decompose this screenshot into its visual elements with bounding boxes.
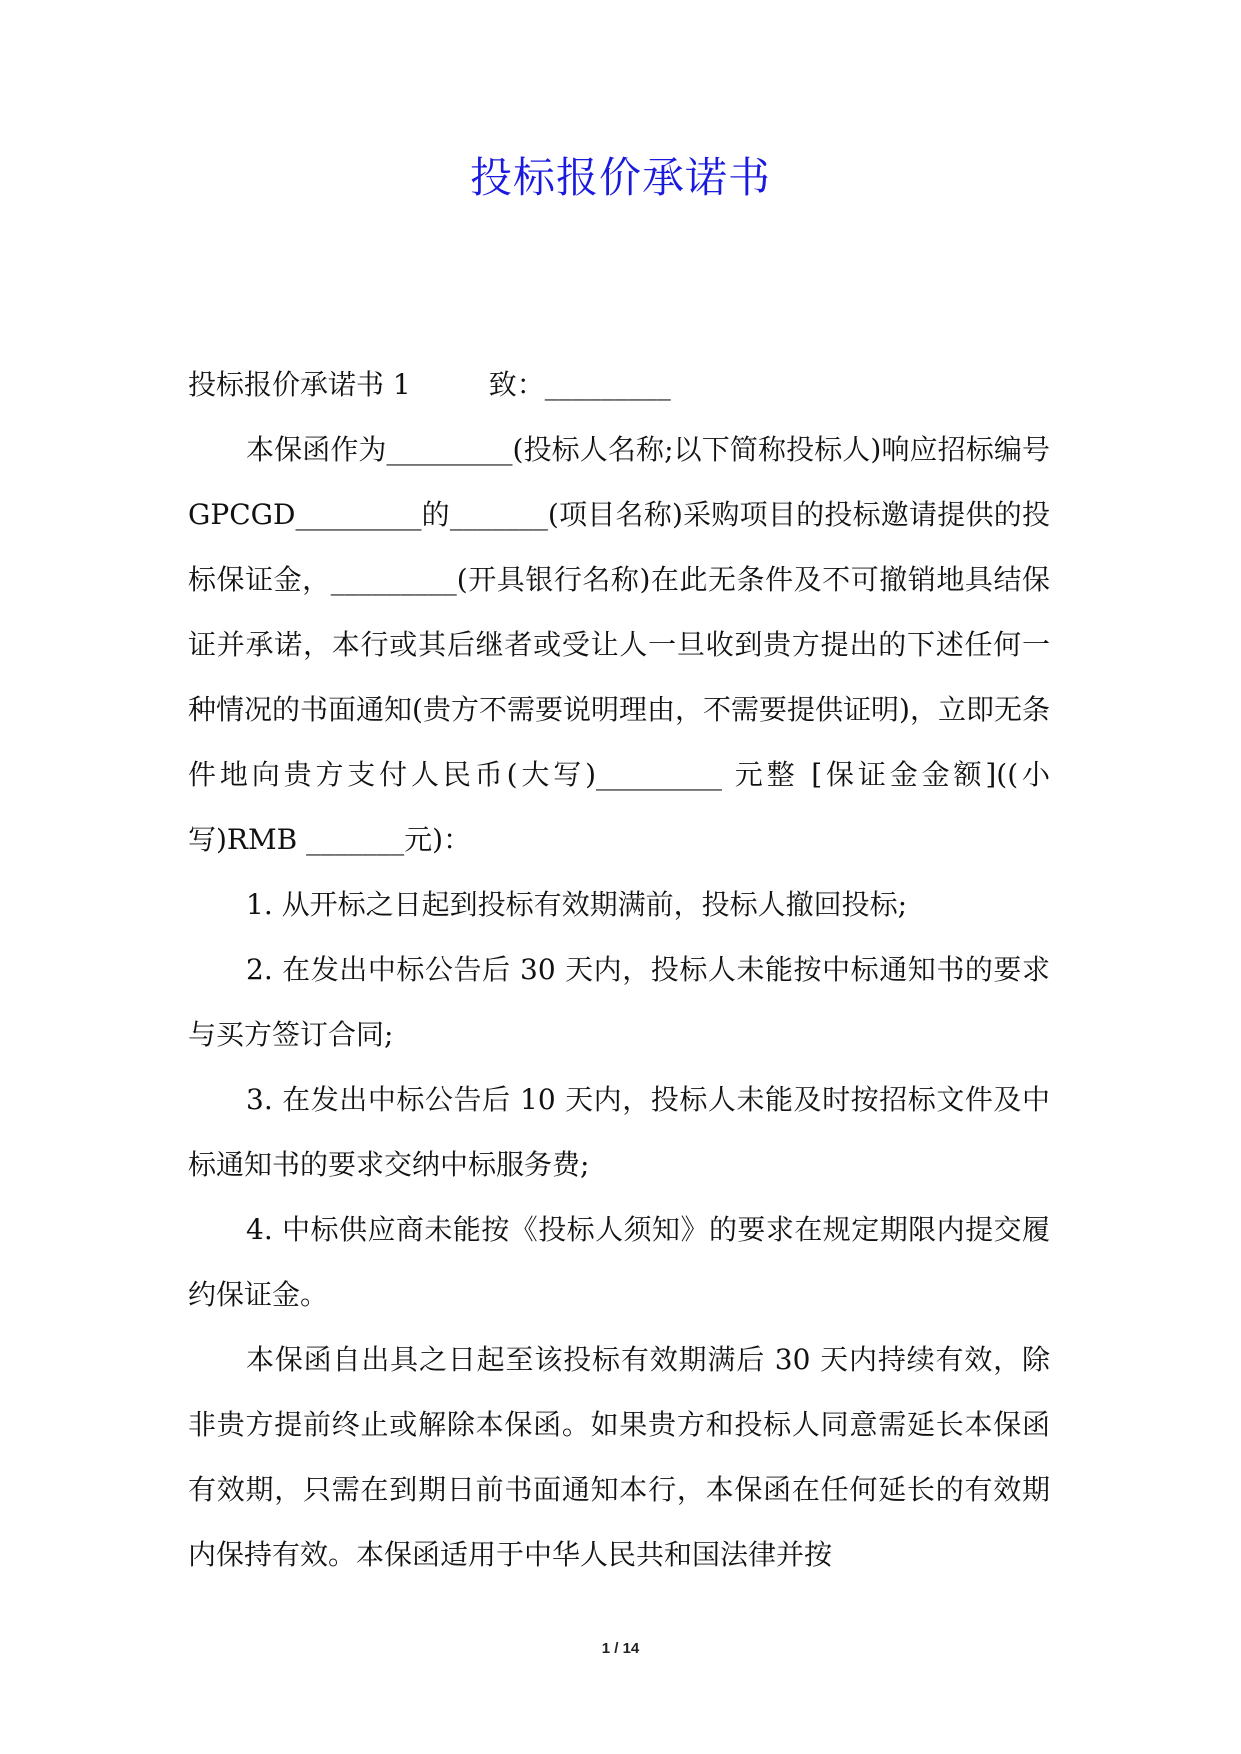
document-body: [188, 352, 1050, 1587]
condition-item-1: 1. 从开标之日起到投标有效期满前，投标人撤回投标;: [246, 888, 908, 921]
heading-text: 投标报价承诺书 1: [188, 368, 411, 401]
guarantee-paragraph: 本保函作为_________(投标人名称;以下简称投标人)响应招标编号 GPCGD_________的_______(项目名称)采购项目的投标邀请提供的投标保证金，_________(开具银行名称)在此无条件及不可撤销地具结保证并承诺，本行或其后继者或受让人一旦收到贵方提出的下述任何一种情况的书面通知(贵方不需要说明理由，不需要提供证明)，立即无条件地向贵方支付人民币(大写)_________ 元整 [保证金金额]((小写)RMB _______元)：: [188, 433, 1050, 856]
page-number: 1 / 14: [601, 1640, 640, 1657]
heading-line: [188, 352, 1050, 417]
condition-item-2: 2. 在发出中标公告后 30 天内，投标人未能按中标通知书的要求与买方签订合同;: [188, 953, 1050, 1051]
condition-item-3: 3. 在发出中标公告后 10 天内，投标人未能及时按招标文件及中标通知书的要求交纳中标服务费;: [188, 1083, 1050, 1181]
validity-paragraph: 本保函自出具之日起至该投标有效期满后 30 天内持续有效，除非贵方提前终止或解除本保函。如果贵方和投标人同意需延长本保函有效期，只需在到期日前书面通知本行，本保函在任何延长的有效期内保持有效。本保函适用于中华人民共和国法律并按: [188, 1343, 1050, 1571]
condition-item-4: 4. 中标供应商未能按《投标人须知》的要求在规定期限内提交履约保证金。: [188, 1213, 1050, 1311]
addressee-text: 致：_________: [488, 368, 671, 401]
document-title: 投标报价承诺书: [469, 153, 771, 202]
